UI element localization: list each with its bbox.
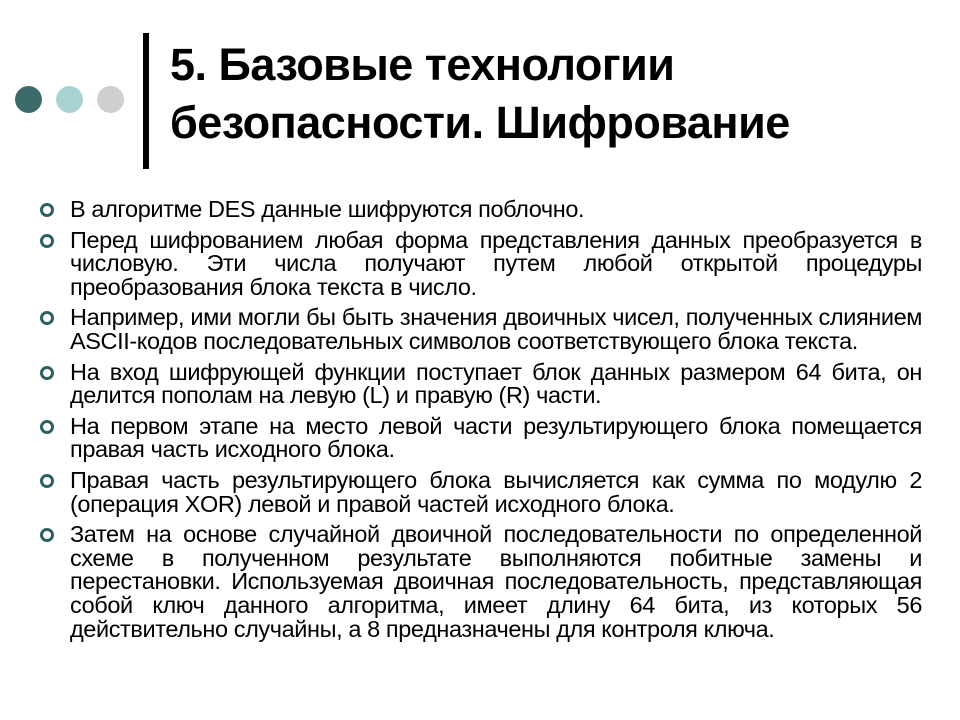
list-item bbox=[38, 226, 922, 300]
bullet-text: Например, ими могли бы быть значения двоичных чисел, полученных слиянием ASCII-кодов последовательных символов соответствующего блока текста. bbox=[70, 304, 922, 354]
bullet-text: На вход шифрующей функции поступает блок данных размером 64 бита, он делится пополам на левую (L) и правую (R) части. bbox=[70, 358, 922, 409]
bullet-circle-icon bbox=[40, 528, 54, 542]
bullet-circle-icon bbox=[40, 366, 54, 380]
bullet-text: На первом этапе на место левой части результирующего блока помещается правая часть исходного блока. bbox=[70, 412, 922, 463]
dot-light-teal-icon bbox=[56, 86, 83, 113]
bullet-text: Перед шифрованием любая форма представления данных преобразуется в числовую. Эти числа получают путем любой открытой процедуры преобразования блока текста в число. bbox=[70, 226, 922, 300]
bullet-circle-icon bbox=[40, 311, 54, 325]
bullet-list bbox=[38, 198, 922, 648]
list-item bbox=[38, 412, 922, 463]
bullet-circle-icon bbox=[40, 234, 54, 248]
title-vertical-rule bbox=[143, 33, 149, 169]
bullet-circle-icon bbox=[40, 203, 54, 217]
bullet-circle-icon bbox=[40, 474, 54, 488]
decorative-dots bbox=[15, 86, 124, 113]
slide-title bbox=[170, 36, 940, 151]
slide-title-line-1: 5. Базовые технологии bbox=[170, 39, 675, 90]
dot-gray-icon bbox=[97, 86, 124, 113]
list-item bbox=[38, 358, 922, 409]
list-item bbox=[38, 523, 922, 641]
dot-dark-teal-icon bbox=[15, 86, 42, 113]
bullet-text: В алгоритме DES данные шифруются поблочно. bbox=[70, 196, 585, 222]
list-item bbox=[38, 466, 922, 517]
bullet-text: Затем на основе случайной двоичной последовательности по определенной схеме в полученном результате выполняются побитные замены и перестановки. Используемая двоичная последовательность, представляющая собой ключ данного алгоритма, имеет длину 64 бита, из которых 56 действительно случайны, а 8 предназначены для контроля ключа. bbox=[70, 521, 922, 642]
list-item bbox=[38, 198, 922, 222]
bullet-text: Правая часть результирующего блока вычисляется как сумма по модулю 2 (операция XOR) левой и правой частей исходного блока. bbox=[70, 466, 922, 517]
bullet-circle-icon bbox=[40, 420, 54, 434]
slide-title-line-2: безопасности. Шифрование bbox=[170, 96, 790, 148]
list-item bbox=[38, 306, 922, 353]
